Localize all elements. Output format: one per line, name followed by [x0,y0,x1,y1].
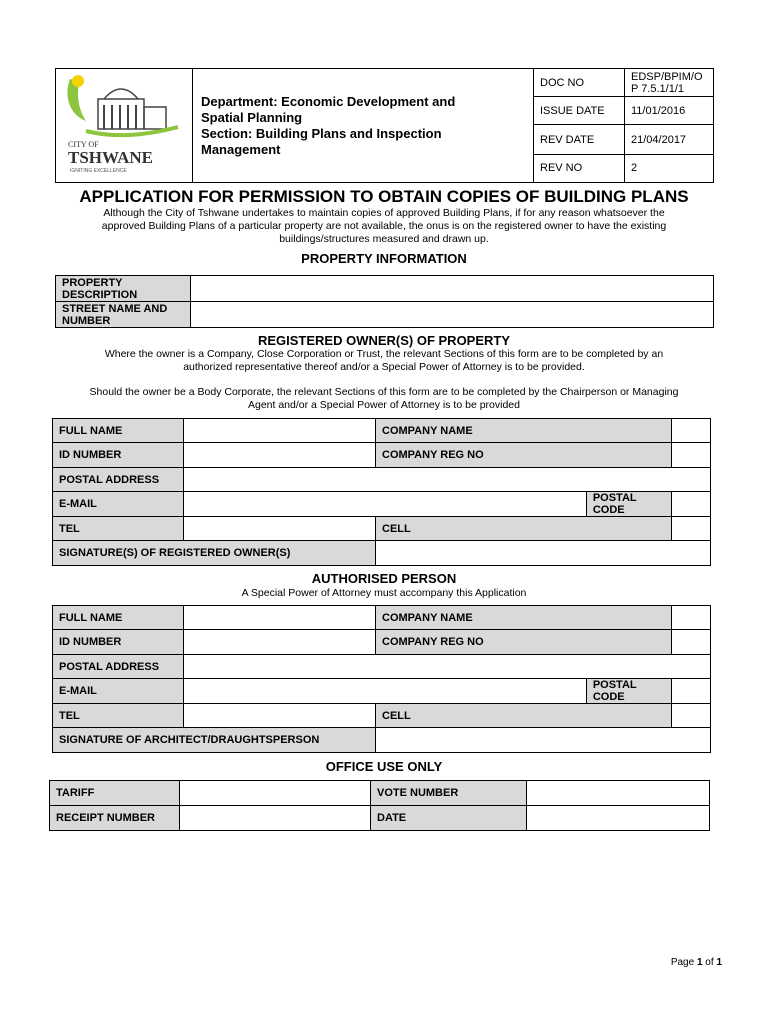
property-table [55,275,714,328]
authorised-heading: AUTHORISED PERSON [311,571,457,586]
owner-tel-label: TEL [53,517,184,541]
city-hall-logo-icon [56,69,192,179]
auth-tel-field[interactable] [184,704,376,728]
auth-company-reg-label: COMPANY REG NO [376,630,672,655]
owner-postal-code-label: POSTAL CODE [586,492,671,517]
svg-text:IGNITING EXCELLENCE: IGNITING EXCELLENCE [70,168,127,174]
owner-signature-label: SIGNATURE(S) OF REGISTERED OWNER(S) [53,541,376,566]
tariff-field[interactable] [180,781,371,806]
office-table [49,780,710,831]
receipt-number-field[interactable] [180,806,371,831]
logo-cell [56,69,193,183]
owner-email-label: E-MAIL [53,492,184,517]
owner-postal-address-label: POSTAL ADDRESS [53,468,184,492]
auth-company-name-field[interactable] [671,606,710,630]
street-name-field[interactable] [191,302,714,328]
owner-full-name-field[interactable] [184,419,376,443]
rev-no-label: REV NO [534,154,625,182]
property-description-label: PROPERTY DESCRIPTION [56,276,191,302]
auth-postal-address-field[interactable] [184,655,711,679]
auth-signature-label: SIGNATURE OF ARCHITECT/DRAUGHTSPERSON [53,728,376,753]
auth-id-number-label: ID NUMBER [53,630,184,655]
owner-postal-code-field[interactable] [671,492,710,517]
form-title: APPLICATION FOR PERMISSION TO OBTAIN COPIES OF BUILDING PLANS [79,187,689,206]
auth-postal-address-label: POSTAL ADDRESS [53,655,184,679]
owner-company-reg-label: COMPANY REG NO [376,443,672,468]
auth-signature-field[interactable] [376,728,711,753]
auth-cell-field[interactable] [671,704,710,728]
auth-company-reg-field[interactable] [671,630,710,655]
owner-postal-address-field[interactable] [184,468,711,492]
owner-note-2: Should the owner be a Body Corporate, the relevant Sections of this form are to be completed by the Chairperson or Managing Agent and/or a Special Power of Attorney is to be provided [89,386,679,411]
auth-full-name-label: FULL NAME [53,606,184,630]
svg-text:TSHWANE: TSHWANE [68,148,154,167]
property-description-field[interactable] [191,276,714,302]
intro-text: Although the City of Tshwane undertakes to maintain copies of approved Building Plans, if for any reason whatsoever the approved Building Plans of a particular property are not available, the onus is on the registered owner to have the existing buildings/structures measured and drawn up. [101,207,667,245]
authorised-note: A Special Power of Attorney must accompany this Application [241,587,527,599]
auth-email-field[interactable] [184,679,587,704]
rev-date-value: 21/04/2017 [625,125,714,154]
auth-id-number-field[interactable] [184,630,376,655]
date-label: DATE [371,806,527,831]
owner-signature-field[interactable] [376,541,711,566]
owner-tel-field[interactable] [184,517,376,541]
doc-no-value: EDSP/BPIM/O P 7.5.1/1/1 [625,69,714,97]
owner-email-field[interactable] [184,492,587,517]
issue-date-label: ISSUE DATE [534,97,625,125]
vote-number-label: VOTE NUMBER [371,781,527,806]
document-header [55,68,714,183]
owner-cell-field[interactable] [671,517,710,541]
rev-no-value: 2 [625,154,714,182]
owner-full-name-label: FULL NAME [53,419,184,443]
rev-date-label: REV DATE [534,125,625,154]
tariff-label: TARIFF [50,781,180,806]
department-block: Department: Economic Development and Spatial Planning Section: Building Plans and Inspection Management [193,69,534,183]
date-field[interactable] [527,806,710,831]
owner-id-number-label: ID NUMBER [53,443,184,468]
owner-note-1: Where the owner is a Company, Close Corporation or Trust, the relevant Sections of this form are to be completed by an authorized representative thereof and/or a Special Power of Attorney is to be provided. [104,348,664,373]
auth-postal-code-field[interactable] [671,679,710,704]
doc-no-label: DOC NO [534,69,625,97]
office-heading: OFFICE USE ONLY [325,759,443,774]
authorised-table [52,605,711,753]
auth-email-label: E-MAIL [53,679,184,704]
owner-company-reg-field[interactable] [671,443,710,468]
auth-postal-code-label: POSTAL CODE [586,679,671,704]
owner-cell-label: CELL [376,517,672,541]
issue-date-value: 11/01/2016 [625,97,714,125]
receipt-number-label: RECEIPT NUMBER [50,806,180,831]
auth-cell-label: CELL [376,704,672,728]
owner-company-name-label: COMPANY NAME [376,419,672,443]
owner-id-number-field[interactable] [184,443,376,468]
owner-heading: REGISTERED OWNER(S) OF PROPERTY [257,333,511,348]
auth-tel-label: TEL [53,704,184,728]
vote-number-field[interactable] [527,781,710,806]
property-heading: PROPERTY INFORMATION [301,251,467,266]
street-name-label: STREET NAME AND NUMBER [56,302,191,328]
svg-text:CITY OF: CITY OF [68,140,99,149]
owner-company-name-field[interactable] [671,419,710,443]
owner-table [52,418,711,566]
page-number: Page 1 of 1 [670,957,722,968]
auth-company-name-label: COMPANY NAME [376,606,672,630]
auth-full-name-field[interactable] [184,606,376,630]
